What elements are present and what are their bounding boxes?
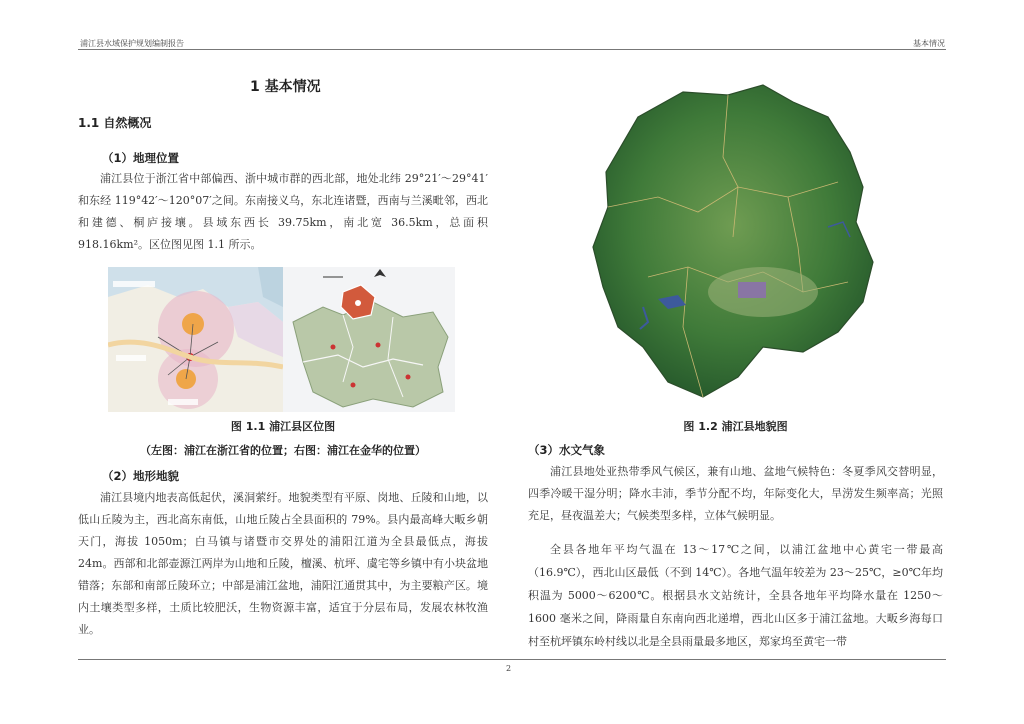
figure-1-2-caption: 图 1.2 浦江县地貌图 (683, 420, 788, 433)
figure-1-1-caption: 图 1.1 浦江县区位图 (230, 420, 336, 433)
running-header-right: 基本情况 (913, 39, 945, 48)
jinhua-location-map (283, 267, 455, 412)
zhejiang-location-map (108, 267, 283, 412)
climate-paragraph-1: 浦江县地处亚热带季风气候区，兼有山地、盆地气候特色：冬夏季风交替明显，四季冷暖干湿分明；降水丰沛，季节分配不均，年际变化大，旱涝发生频率高；光照充足，昼夜温差大；气候类型多样，立体气候明显。 (528, 465, 943, 522)
climate-paragraph-2: 全县各地年平均气温在 13～17℃之间，以浦江盆地中心黄宅一带最高（16.9℃），西北山区最低（不到 14℃）。各地气温年较差为 23～25℃，≥0℃年均积温为 5000～6200℃。根据县水文站统计，全县各地年平均降水量在 1250～1600 毫米之间，降雨量自东南向西北递增，西北山区多于浦江盆地。大畈乡海每口村至杭坪镇东岭村线以北是全县雨量最多地区，郑家坞至黄宅一带 (528, 543, 943, 648)
geo-paragraph: 浦江县位于浙江省中部偏西、浙中城市群的西北部，地处北纬 29°21′～29°41′和东经 119°42′～120°07′之间。东南接义乌，东北连诸暨，西南与兰溪毗邻，西北和建德、桐庐接壤。县域东西长 39.75km，南北宽 36.5km，总面积 918.16km²。区位图见图 1.1 所示。 (78, 172, 488, 251)
section-title: 1.1 自然概况 (78, 116, 152, 130)
geo-heading: （1）地理位置 (102, 151, 180, 165)
terrain-heading: （2）地形地貌 (102, 469, 180, 483)
footer-rule (78, 659, 946, 660)
figure-1-1-subcaption: （左图：浦江在浙江省的位置；右图：浦江在金华的位置） (140, 444, 426, 457)
pujiang-terrain-map (588, 77, 888, 407)
climate-heading: （3）水文气象 (528, 443, 606, 457)
page-number: 2 (506, 664, 512, 673)
terrain-paragraph: 浦江县境内地表高低起伏，溪洞萦纡。地貌类型有平原、岗地、丘陵和山地，以低山丘陵为主，西北高东南低，山地丘陵占全县面积的 79%。县内最高峰大畈乡朝天门，海拔 1050m；白马镇与诸暨市交界处的浦阳江道为全县最低点，海拔 24m。西部和北部壶源江两岸为山地和丘陵，檀溪、杭坪、虞宅等乡镇中有小块盆地错落；东部和南部丘陵环立；中部是浦江盆地，浦阳江通贯其中，为主要粮产区。境内土壤类型多样，土质比较肥沃，生物资源丰富，适宜于分层布局，发展农林牧渔业。 (78, 491, 488, 636)
chapter-title: 1 基本情况 (250, 79, 321, 95)
running-header-left: 浦江县水域保护规划编制报告 (80, 39, 184, 48)
header-rule (78, 49, 946, 50)
